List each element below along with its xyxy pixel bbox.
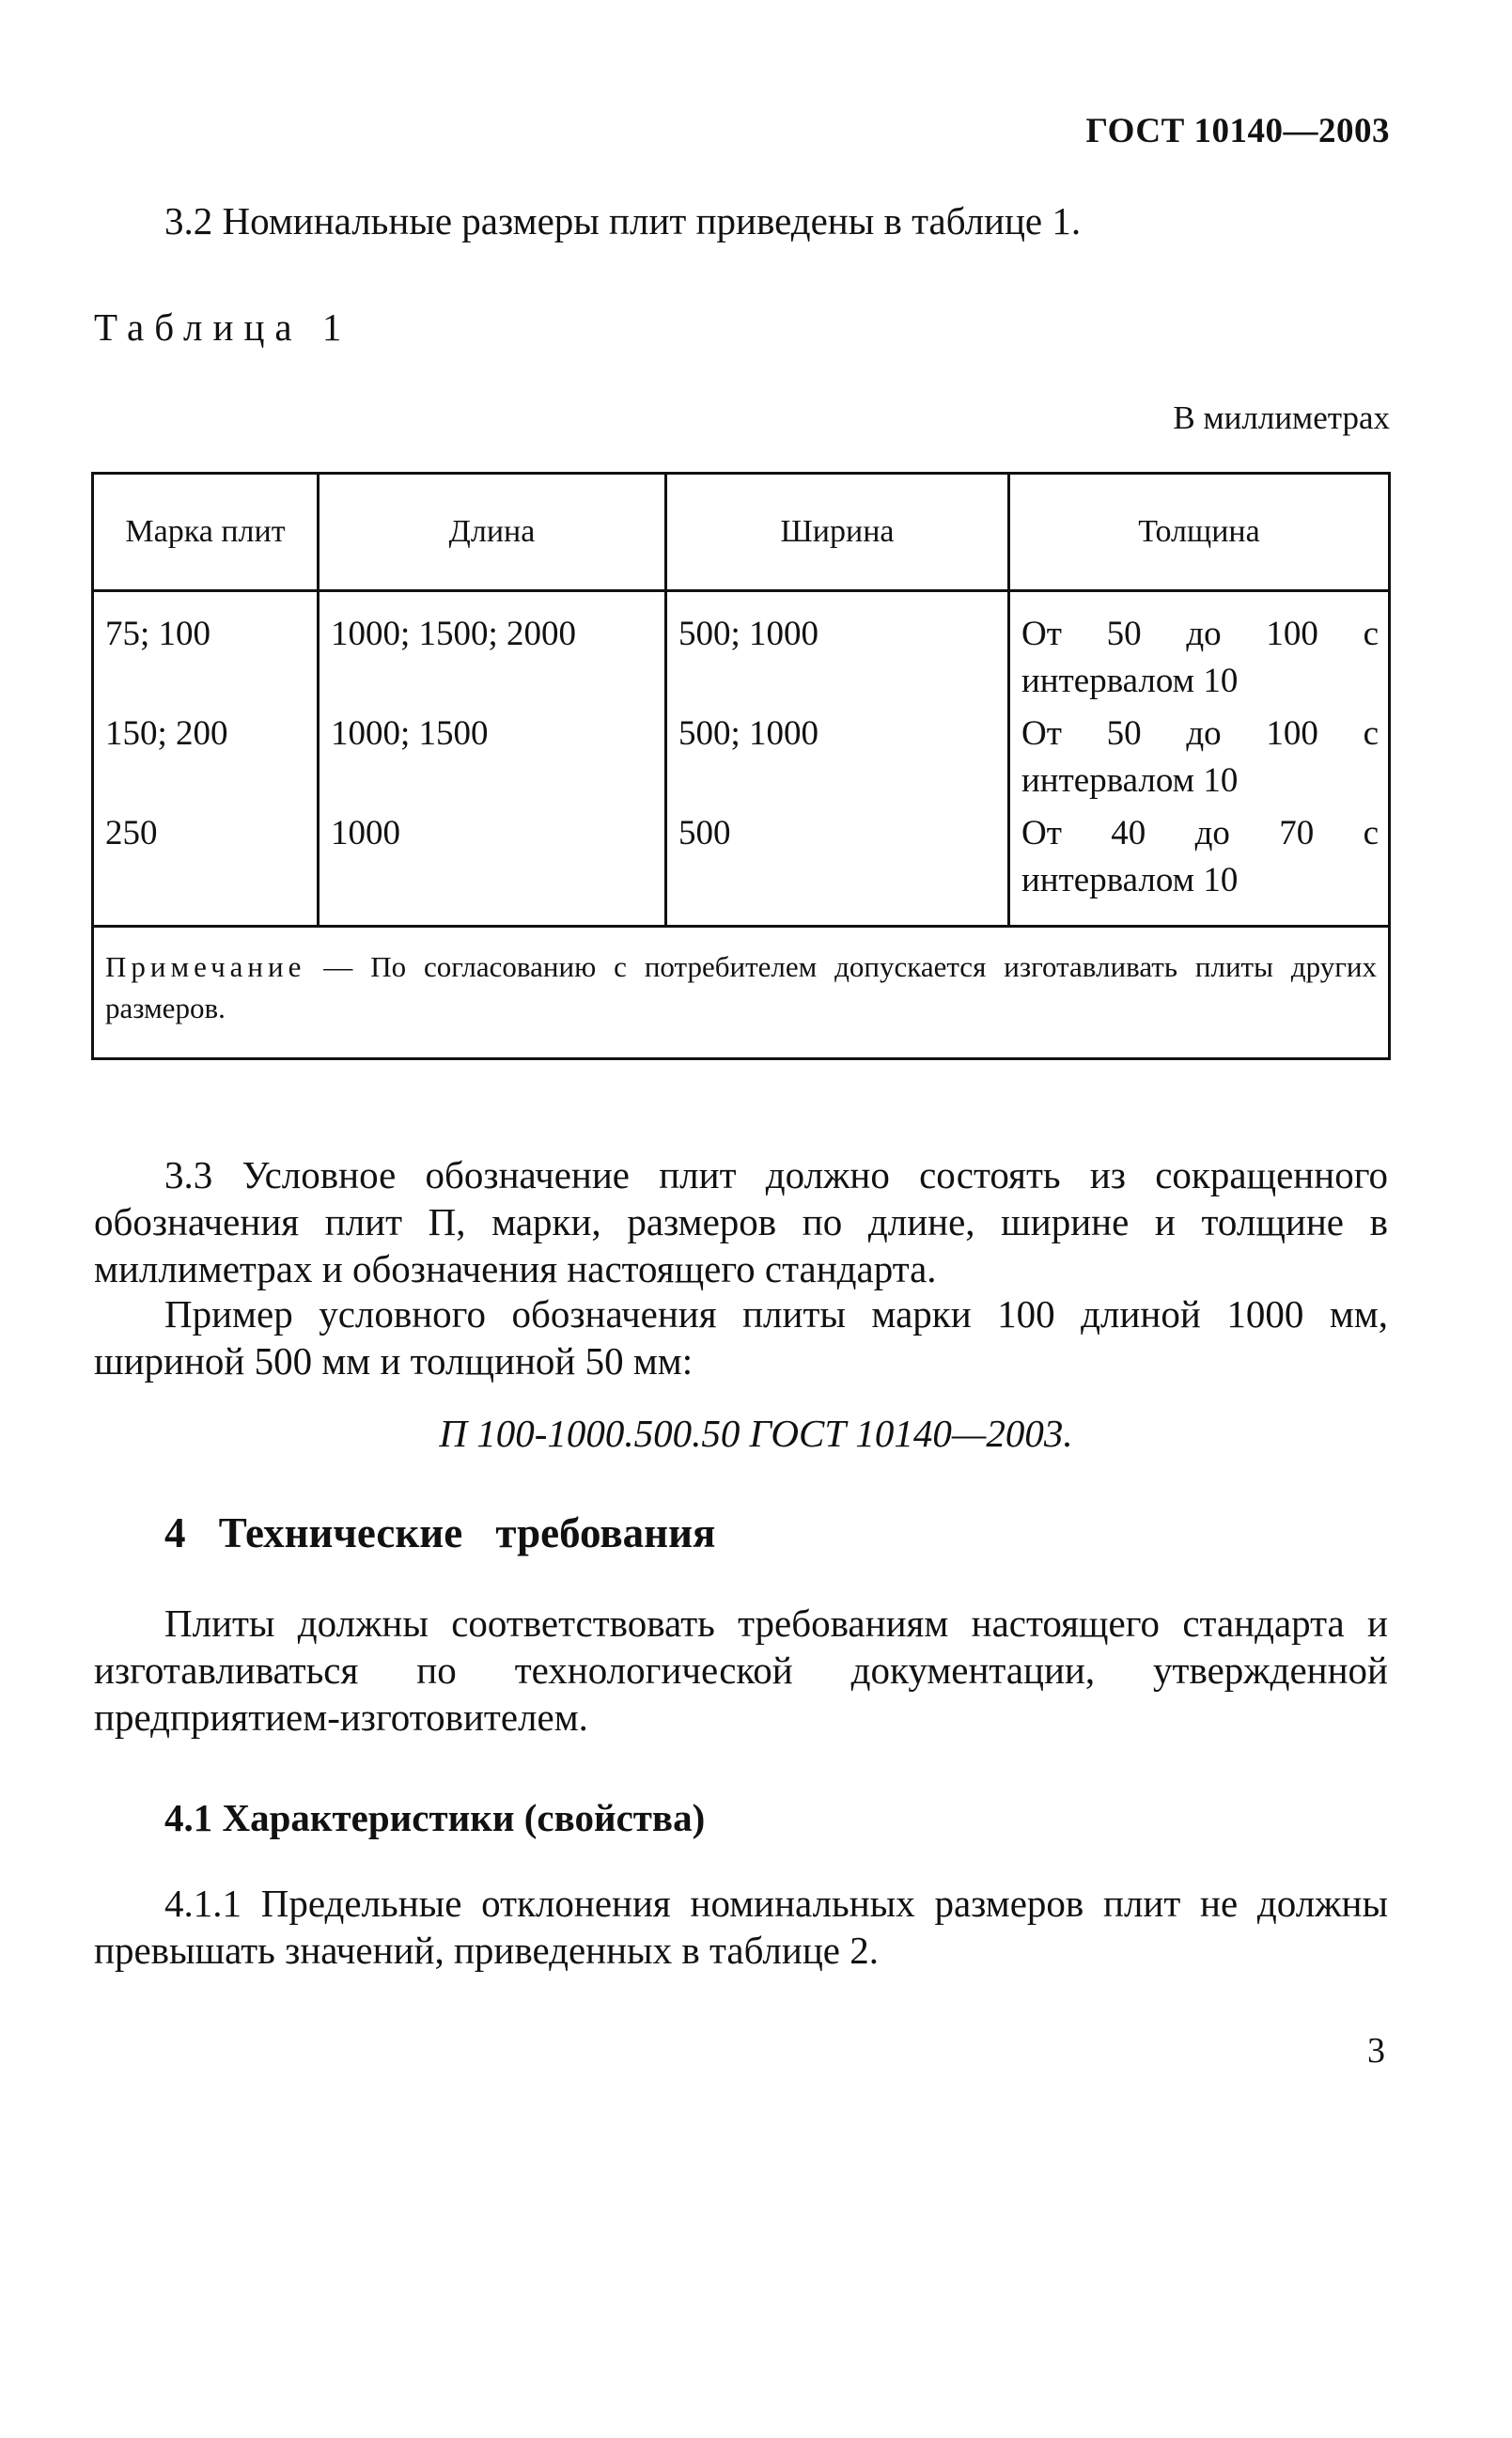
cell-thickness: От 50 до 100 с интервалом 10 (1009, 705, 1390, 805)
table-row (93, 705, 1390, 805)
column-header-grade: Марка плит (93, 474, 319, 591)
page-number: 3 (1367, 2031, 1385, 2071)
column-header-width: Ширина (666, 474, 1009, 591)
note-text: — По согласованию с потребителем допускается изготавливать плиты других размеров. (105, 950, 1377, 1024)
section-4-heading: 4 Технические требования (164, 1509, 716, 1556)
note-label: Примечание (105, 950, 306, 983)
table-note-row (93, 927, 1390, 1059)
table-caption: Таблица 1 (94, 305, 352, 349)
cell-grade: 150; 200 (93, 705, 319, 805)
cell-thickness: От 50 до 100 с интервалом 10 (1009, 591, 1390, 706)
cell-grade: 75; 100 (93, 591, 319, 706)
table-units: В миллиметрах (1173, 399, 1390, 436)
table-row (93, 591, 1390, 706)
cell-length: 1000; 1500 (319, 705, 666, 805)
cell-width: 500 (666, 805, 1009, 927)
paragraph-4-1-1: 4.1.1 Предельные отклонения номинальных размеров плит не должны превышать значений, приведенных в таблице 2. (94, 1882, 1388, 1972)
example-designation: П 100-1000.500.50 ГОСТ 10140—2003. (439, 1412, 1073, 1455)
document-code-header: ГОСТ 10140—2003 (1085, 112, 1390, 150)
cell-thickness: От 40 до 70 с интервалом 10 (1009, 805, 1390, 927)
paragraph-4: Плиты должны соответствовать требованиям настоящего стандарта и изготавливаться по технологической документации, утвержденной предприятием-изготовителем. (94, 1602, 1388, 1739)
table-1 (91, 472, 1391, 1060)
column-header-length: Длина (319, 474, 666, 591)
paragraph-example: Пример условного обозначения плиты марки 100 длиной 1000 мм, шириной 500 мм и толщиной 50 мм: (94, 1292, 1388, 1383)
table-header-row (93, 474, 1390, 591)
cell-width: 500; 1000 (666, 705, 1009, 805)
section-4-1-heading: 4.1 Характеристики (свойства) (164, 1796, 706, 1839)
cell-grade: 250 (93, 805, 319, 927)
cell-width: 500; 1000 (666, 591, 1009, 706)
column-header-thickness: Толщина (1009, 474, 1390, 591)
table-note (93, 927, 1390, 1059)
cell-length: 1000; 1500; 2000 (319, 591, 666, 706)
table-row (93, 805, 1390, 927)
cell-length: 1000 (319, 805, 666, 927)
paragraph-3-2: 3.2 Номинальные размеры плит приведены в таблице 1. (164, 199, 1082, 242)
paragraph-3-3: 3.3 Условное обозначение плит должно состоять из сокращенного обозначения плит П, марки, размеров по длине, ширине и толщине в миллиметрах и обозначения настоящего стандарта. (94, 1153, 1388, 1290)
